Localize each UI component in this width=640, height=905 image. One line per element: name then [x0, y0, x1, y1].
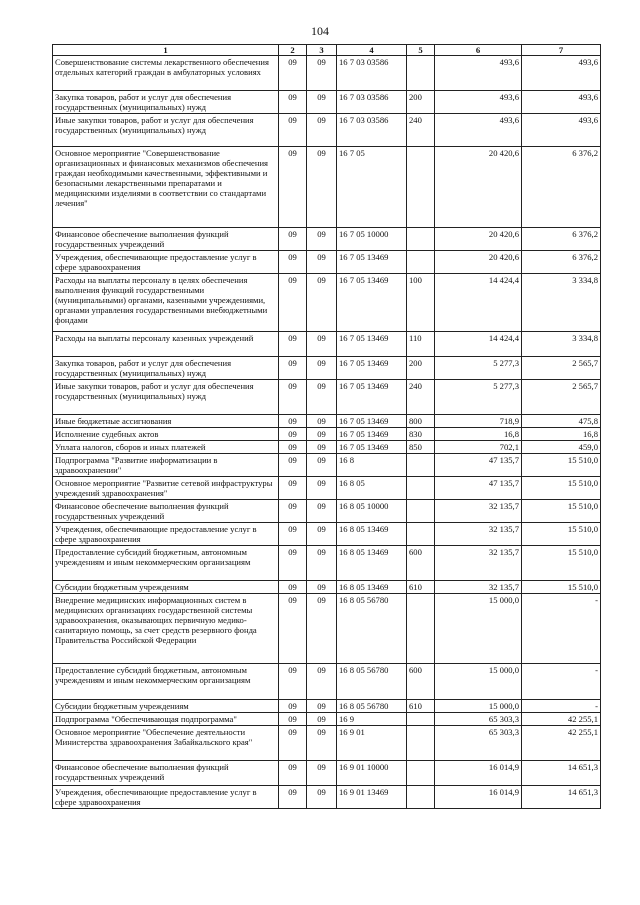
expense-type-cell [407, 761, 435, 786]
expense-type-cell [407, 477, 435, 500]
amount-cell: 42 255,1 [522, 726, 601, 761]
section-cell: 09 [279, 713, 307, 726]
section-cell: 09 [279, 357, 307, 380]
amount-cell: 32 135,7 [435, 581, 522, 594]
row-name-cell: Учреждения, обеспечивающие предоставление услуг в сфере здравоохранения [53, 786, 279, 809]
row-name-cell: Закупка товаров, работ и услуг для обеспечения государственных (муниципальных) нужд [53, 91, 279, 114]
expense-type-cell: 100 [407, 274, 435, 332]
section-cell: 09 [279, 251, 307, 274]
target-article-cell: 16 7 05 13469 [337, 251, 407, 274]
amount-cell: 14 651,3 [522, 761, 601, 786]
amount-cell: 5 277,3 [435, 357, 522, 380]
subsection-cell: 09 [307, 91, 337, 114]
target-article-cell: 16 7 05 13469 [337, 332, 407, 357]
target-article-cell: 16 7 05 10000 [337, 228, 407, 251]
table-row [53, 726, 601, 761]
target-article-cell: 16 8 05 56780 [337, 664, 407, 700]
table-row [53, 228, 601, 251]
expense-type-cell: 610 [407, 581, 435, 594]
target-article-cell: 16 7 03 03586 [337, 91, 407, 114]
table-row [53, 786, 601, 809]
amount-cell: 32 135,7 [435, 523, 522, 546]
section-cell: 09 [279, 477, 307, 500]
expense-type-cell [407, 56, 435, 91]
target-article-cell: 16 7 05 13469 [337, 274, 407, 332]
amount-cell: 493,6 [435, 56, 522, 91]
section-cell: 09 [279, 147, 307, 228]
table-row [53, 332, 601, 357]
expense-type-cell [407, 500, 435, 523]
expense-type-cell [407, 523, 435, 546]
amount-cell: 16 014,9 [435, 786, 522, 809]
section-cell: 09 [279, 761, 307, 786]
amount-cell: 65 303,3 [435, 726, 522, 761]
subsection-cell: 09 [307, 441, 337, 454]
column-header: 2 [279, 45, 307, 56]
table-row [53, 91, 601, 114]
section-cell: 09 [279, 428, 307, 441]
expense-type-cell [407, 454, 435, 477]
row-name-cell: Уплата налогов, сборов и иных платежей [53, 441, 279, 454]
row-name-cell: Основное мероприятие "Развитие сетевой инфраструктуры учреждений здравоохранения" [53, 477, 279, 500]
amount-cell: 702,1 [435, 441, 522, 454]
target-article-cell: 16 7 05 13469 [337, 357, 407, 380]
page-number: 104 [311, 24, 329, 38]
target-article-cell: 16 8 05 [337, 477, 407, 500]
expense-type-cell [407, 726, 435, 761]
section-cell: 09 [279, 581, 307, 594]
amount-cell: 15 510,0 [522, 500, 601, 523]
expense-type-cell: 830 [407, 428, 435, 441]
section-cell: 09 [279, 56, 307, 91]
section-cell: 09 [279, 441, 307, 454]
expense-type-cell: 610 [407, 700, 435, 713]
section-cell: 09 [279, 500, 307, 523]
subsection-cell: 09 [307, 56, 337, 91]
amount-cell: 15 000,0 [435, 664, 522, 700]
subsection-cell: 09 [307, 546, 337, 581]
amount-cell: 42 255,1 [522, 713, 601, 726]
target-article-cell: 16 7 05 13469 [337, 380, 407, 415]
amount-cell: 493,6 [522, 56, 601, 91]
section-cell: 09 [279, 700, 307, 713]
target-article-cell: 16 9 01 13469 [337, 786, 407, 809]
row-name-cell: Иные закупки товаров, работ и услуг для обеспечения государственных (муниципальных) нужд [53, 114, 279, 147]
row-name-cell: Основное мероприятие "Обеспечение деятельности Министерства здравоохранения Забайкальского края" [53, 726, 279, 761]
row-name-cell: Финансовое обеспечение выполнения функций государственных учреждений [53, 228, 279, 251]
subsection-cell: 09 [307, 332, 337, 357]
section-cell: 09 [279, 114, 307, 147]
header-row [53, 45, 601, 56]
target-article-cell: 16 8 05 13469 [337, 581, 407, 594]
target-article-cell: 16 8 05 13469 [337, 546, 407, 581]
amount-cell: 16,8 [435, 428, 522, 441]
expense-type-cell: 600 [407, 546, 435, 581]
subsection-cell: 09 [307, 477, 337, 500]
subsection-cell: 09 [307, 664, 337, 700]
row-name-cell: Учреждения, обеспечивающие предоставление услуг в сфере здравоохранения [53, 523, 279, 546]
row-name-cell: Предоставление субсидий бюджетным, автономным учреждениям и иным некоммерческим организациям [53, 664, 279, 700]
amount-cell: 16,8 [522, 428, 601, 441]
table-row [53, 546, 601, 581]
row-name-cell: Финансовое обеспечение выполнения функций государственных учреждений [53, 500, 279, 523]
target-article-cell: 16 7 03 03586 [337, 56, 407, 91]
table-row [53, 251, 601, 274]
section-cell: 09 [279, 594, 307, 664]
subsection-cell: 09 [307, 415, 337, 428]
amount-cell: - [522, 664, 601, 700]
expense-type-cell: 200 [407, 91, 435, 114]
subsection-cell: 09 [307, 581, 337, 594]
table-row [53, 114, 601, 147]
section-cell: 09 [279, 332, 307, 357]
row-name-cell: Основное мероприятие "Совершенствование организационных и финансовых механизмов обеспечения граждан необходимыми качественными, эффективными и безопасными лекарственными препаратами и медицинскими изделиями в соответствии со стандартами лечения" [53, 147, 279, 228]
amount-cell: 459,0 [522, 441, 601, 454]
row-name-cell: Иные закупки товаров, работ и услуг для обеспечения государственных (муниципальных) нужд [53, 380, 279, 415]
amount-cell: 6 376,2 [522, 228, 601, 251]
section-cell: 09 [279, 523, 307, 546]
row-name-cell: Предоставление субсидий бюджетным, автономным учреждениям и иным некоммерческим организациям [53, 546, 279, 581]
expense-type-cell [407, 713, 435, 726]
expense-type-cell: 240 [407, 380, 435, 415]
budget-table [52, 44, 601, 809]
amount-cell: 493,6 [435, 91, 522, 114]
target-article-cell: 16 9 01 10000 [337, 761, 407, 786]
subsection-cell: 09 [307, 428, 337, 441]
column-header: 5 [407, 45, 435, 56]
amount-cell: 14 424,4 [435, 274, 522, 332]
amount-cell: 15 510,0 [522, 546, 601, 581]
amount-cell: 2 565,7 [522, 357, 601, 380]
expense-type-cell: 600 [407, 664, 435, 700]
target-article-cell: 16 8 05 13469 [337, 523, 407, 546]
row-name-cell: Иные бюджетные ассигнования [53, 415, 279, 428]
table-row [53, 380, 601, 415]
table-row [53, 428, 601, 441]
table-row [53, 713, 601, 726]
target-article-cell: 16 7 05 13469 [337, 415, 407, 428]
amount-cell: 493,6 [522, 114, 601, 147]
target-article-cell: 16 7 05 13469 [337, 428, 407, 441]
subsection-cell: 09 [307, 114, 337, 147]
amount-cell: 475,8 [522, 415, 601, 428]
amount-cell: - [522, 594, 601, 664]
target-article-cell: 16 9 01 [337, 726, 407, 761]
section-cell: 09 [279, 91, 307, 114]
row-name-cell: Внедрение медицинских информационных систем в медицинских организациях государственной системы здравоохранения, оказывающих первичную медико-санитарную помощь, за счет средств резервного фонда Правительства Российской Федерации [53, 594, 279, 664]
amount-cell: 6 376,2 [522, 251, 601, 274]
table-row [53, 761, 601, 786]
amount-cell: 15 510,0 [522, 454, 601, 477]
section-cell: 09 [279, 726, 307, 761]
row-name-cell: Учреждения, обеспечивающие предоставление услуг в сфере здравоохранения [53, 251, 279, 274]
table-row [53, 664, 601, 700]
target-article-cell: 16 8 05 10000 [337, 500, 407, 523]
amount-cell: 20 420,6 [435, 251, 522, 274]
expense-type-cell: 200 [407, 357, 435, 380]
column-header: 6 [435, 45, 522, 56]
table-row [53, 700, 601, 713]
row-name-cell: Финансовое обеспечение выполнения функций государственных учреждений [53, 761, 279, 786]
section-cell: 09 [279, 786, 307, 809]
amount-cell: 15 000,0 [435, 700, 522, 713]
section-cell: 09 [279, 380, 307, 415]
table-row [53, 594, 601, 664]
subsection-cell: 09 [307, 713, 337, 726]
row-name-cell: Исполнение судебных актов [53, 428, 279, 441]
expense-type-cell [407, 228, 435, 251]
section-cell: 09 [279, 274, 307, 332]
subsection-cell: 09 [307, 523, 337, 546]
subsection-cell: 09 [307, 380, 337, 415]
amount-cell: 718,9 [435, 415, 522, 428]
table-row [53, 500, 601, 523]
expense-type-cell: 800 [407, 415, 435, 428]
section-cell: 09 [279, 415, 307, 428]
amount-cell: 14 651,3 [522, 786, 601, 809]
amount-cell: 3 334,8 [522, 274, 601, 332]
expense-type-cell [407, 147, 435, 228]
amount-cell: 493,6 [435, 114, 522, 147]
amount-cell: 6 376,2 [522, 147, 601, 228]
row-name-cell: Субсидии бюджетным учреждениям [53, 700, 279, 713]
column-header: 3 [307, 45, 337, 56]
subsection-cell: 09 [307, 700, 337, 713]
target-article-cell: 16 8 [337, 454, 407, 477]
table-row [53, 477, 601, 500]
subsection-cell: 09 [307, 357, 337, 380]
table-row [53, 454, 601, 477]
amount-cell: 47 135,7 [435, 454, 522, 477]
expense-type-cell [407, 251, 435, 274]
subsection-cell: 09 [307, 594, 337, 664]
subsection-cell: 09 [307, 251, 337, 274]
subsection-cell: 09 [307, 761, 337, 786]
subsection-cell: 09 [307, 454, 337, 477]
expense-type-cell [407, 786, 435, 809]
amount-cell: 14 424,4 [435, 332, 522, 357]
expense-type-cell: 850 [407, 441, 435, 454]
amount-cell: - [522, 700, 601, 713]
amount-cell: 5 277,3 [435, 380, 522, 415]
amount-cell: 20 420,6 [435, 147, 522, 228]
column-header: 1 [53, 45, 279, 56]
section-cell: 09 [279, 546, 307, 581]
amount-cell: 493,6 [522, 91, 601, 114]
expense-type-cell: 240 [407, 114, 435, 147]
subsection-cell: 09 [307, 147, 337, 228]
subsection-cell: 09 [307, 726, 337, 761]
target-article-cell: 16 7 03 03586 [337, 114, 407, 147]
amount-cell: 3 334,8 [522, 332, 601, 357]
target-article-cell: 16 8 05 56780 [337, 594, 407, 664]
table-row [53, 415, 601, 428]
target-article-cell: 16 7 05 13469 [337, 441, 407, 454]
table-row [53, 581, 601, 594]
subsection-cell: 09 [307, 274, 337, 332]
table-row [53, 56, 601, 91]
table-row [53, 523, 601, 546]
section-cell: 09 [279, 454, 307, 477]
amount-cell: 65 303,3 [435, 713, 522, 726]
subsection-cell: 09 [307, 786, 337, 809]
section-cell: 09 [279, 664, 307, 700]
subsection-cell: 09 [307, 228, 337, 251]
row-name-cell: Подпрограмма "Обеспечивающая подпрограмма" [53, 713, 279, 726]
row-name-cell: Субсидии бюджетным учреждениям [53, 581, 279, 594]
row-name-cell: Расходы на выплаты персоналу казенных учреждений [53, 332, 279, 357]
table-row [53, 357, 601, 380]
amount-cell: 47 135,7 [435, 477, 522, 500]
table-row [53, 441, 601, 454]
target-article-cell: 16 8 05 56780 [337, 700, 407, 713]
table-row [53, 147, 601, 228]
amount-cell: 32 135,7 [435, 500, 522, 523]
table-row [53, 274, 601, 332]
target-article-cell: 16 7 05 [337, 147, 407, 228]
amount-cell: 15 510,0 [522, 581, 601, 594]
column-header: 7 [522, 45, 601, 56]
expense-type-cell: 110 [407, 332, 435, 357]
target-article-cell: 16 9 [337, 713, 407, 726]
subsection-cell: 09 [307, 500, 337, 523]
amount-cell: 15 510,0 [522, 477, 601, 500]
row-name-cell: Совершенствование системы лекарственного обеспечения отдельных категорий граждан в амбулаторных условиях [53, 56, 279, 91]
amount-cell: 16 014,9 [435, 761, 522, 786]
amount-cell: 20 420,6 [435, 228, 522, 251]
amount-cell: 2 565,7 [522, 380, 601, 415]
row-name-cell: Расходы на выплаты персоналу в целях обеспечения выполнения функций государственными (муниципальными) органами, казенными учреждениями, органами управления государственными внебюджетными фондами [53, 274, 279, 332]
row-name-cell: Подпрограмма "Развитие информатизации в здравоохранении" [53, 454, 279, 477]
row-name-cell: Закупка товаров, работ и услуг для обеспечения государственных (муниципальных) нужд [53, 357, 279, 380]
section-cell: 09 [279, 228, 307, 251]
amount-cell: 15 000,0 [435, 594, 522, 664]
amount-cell: 15 510,0 [522, 523, 601, 546]
amount-cell: 32 135,7 [435, 546, 522, 581]
expense-type-cell [407, 594, 435, 664]
column-header: 4 [337, 45, 407, 56]
